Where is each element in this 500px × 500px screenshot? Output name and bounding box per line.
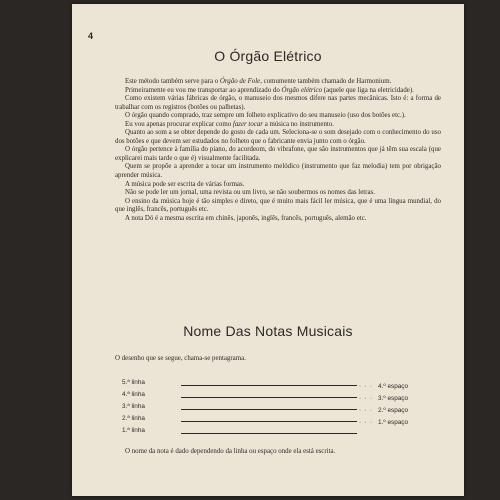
staff-line [181,433,357,434]
paragraph: Não se pode ler um jornal, uma revista ou um livro, se não soubermos os nomes das letras. [125,189,375,197]
staff-line-label: 2.ª linha [122,415,145,422]
paragraph: O ensino da música hoje é tão simples e direto, que é muito mais fácil ler música, que é uma língua mundial, do que inglês, francês, português etc. [115,197,441,214]
staff-line [181,385,357,386]
staff-line-label: 3.ª linha [122,403,145,410]
staff-line [181,397,357,398]
section-title: Nome Das Notas Musicais [183,323,353,339]
paragraph: Eu vou apenas procurar explicar como fazer tocar a música no instrumento. [125,120,334,128]
leader-dots: · · · [359,408,373,414]
book-page [72,4,464,496]
staff-space-label: 4.º espaço [378,383,409,390]
staff-intro: O desenho que se segue, chama-se pentagrama. [115,355,246,362]
staff-line-label: 4.ª linha [122,391,145,398]
paragraph: Primeiramente eu vou me transportar ao aprendizado do Órgão elétrico (aquele que liga na eletricidade). [125,86,414,94]
staff-line [181,409,357,410]
paragraph: O órgão pertence à família do piano, do acordeom, do vibrafone, que são instrumentos que já têm sua escala (que explicarei mais tarde o que é) visualmente facilitada. [115,146,441,162]
paragraph: Quem se propõe a aprender a tocar um instrumento melódico (instrumento que faz melodia) tem por obrigação aprender música. [115,163,441,180]
paragraph: Como existem várias fábricas de órgão, o manuseio dos mesmos difere nas partes mecânicas. Isto é: a forma de trabalhar com os registros (botões ou palhetas). [115,95,441,111]
paragraph: Quanto ao som a se obter depende do gosto de cada um. Seleciona-se o som desejado com o conhecimento do uso dos botões e que devem ser estudados no folheto que o fabricante envia junto com o órgão. [115,129,441,145]
staff-space-label: 1.º espaço [378,419,409,426]
staff-line [181,421,357,422]
staff-diagram [122,377,442,447]
paragraph: A nota Dó é a mesma escrita em chinês, japonês, inglês, francês, português, alemão etc. [125,214,367,222]
paragraph: A música pode ser escrita de várias formas. [125,180,245,188]
body-text [115,78,441,223]
page-number: 4 [88,31,94,41]
staff-space-label: 2.º espaço [378,407,409,414]
staff-line-label: 5.ª linha [122,379,145,386]
leader-dots: · · · [359,420,373,426]
staff-space-label: 3.º espaço [378,395,409,402]
leader-dots: · · · [359,384,373,390]
paragraph: O nome da nota é dado dependendo da linha ou espaço onde ela está escrita. [125,448,336,455]
paragraph: Este método também serve para o Órgão de Fole, comumente também chamado de Harmonium. [125,78,392,85]
closing-text [115,448,441,457]
leader-dots: · · · [359,396,373,402]
chapter-title: O Órgão Elétrico [214,48,322,64]
staff-line-label: 1.ª linha [122,427,145,434]
paragraph: O órgão quando comprado, traz sempre um folheto explicativo do seu manuseio (uso dos botões etc.). [125,112,406,120]
